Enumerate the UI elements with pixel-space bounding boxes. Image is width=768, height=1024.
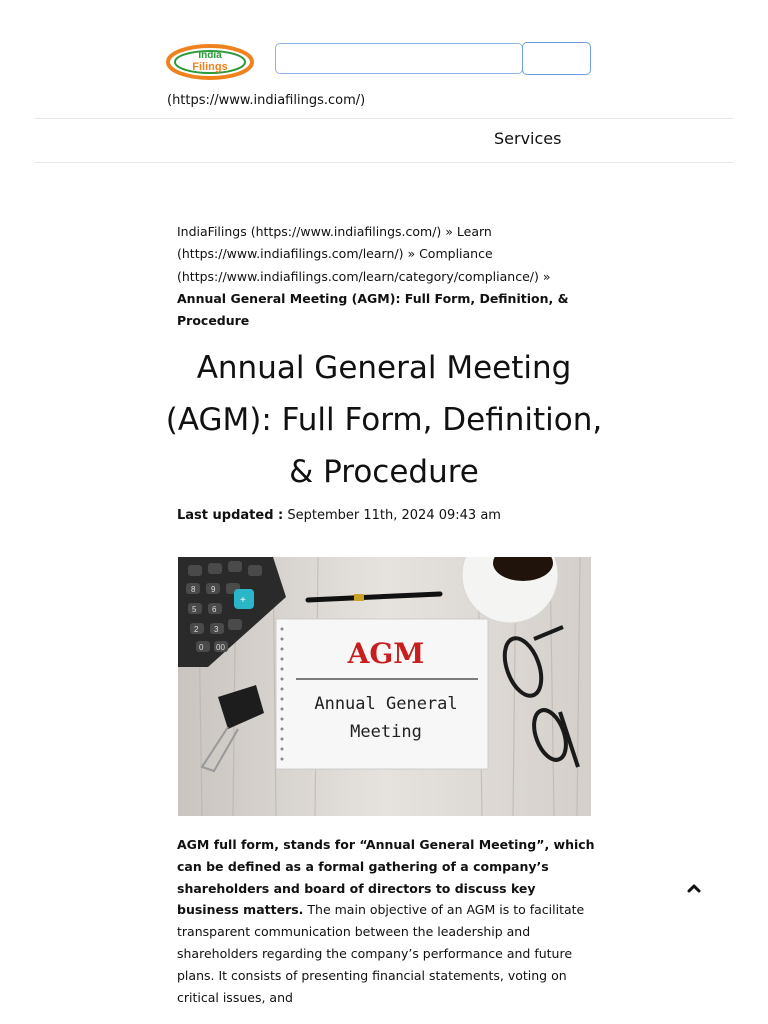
scroll-to-top-button[interactable]: [684, 878, 704, 898]
chevron-up-icon: [684, 878, 704, 898]
svg-text:8: 8: [191, 585, 196, 594]
breadcrumb-home[interactable]: IndiaFilings (https://www.indiafilings.com/): [177, 224, 442, 239]
nav-divider-top: [35, 118, 733, 119]
logo-text-filings: Filings: [192, 61, 228, 73]
breadcrumb: [177, 221, 577, 332]
last-updated-value: September 11th, 2024 09:43 am: [287, 508, 501, 523]
notepad-illustration: [276, 619, 488, 769]
breadcrumb-separator: »: [538, 268, 551, 284]
svg-text:+: +: [240, 595, 246, 606]
breadcrumb-compliance[interactable]: Compliance (https://www.indiafilings.com/learn/category/compliance/): [177, 246, 539, 284]
svg-text:00: 00: [216, 643, 225, 652]
svg-text:2: 2: [194, 625, 199, 634]
search-button[interactable]: [522, 42, 591, 75]
page-title: Annual General Meeting (AGM): Full Form, Definition, & Procedure: [165, 350, 603, 490]
svg-text:6: 6: [212, 605, 217, 614]
article-intro-rest: The main objective of an AGM is to facilitate transparent communication between the leadership and shareholders regarding the company’s performance and future plans. It consists of presenting financial statements, voting on critical issues, and: [177, 902, 585, 1005]
nav-services[interactable]: Services: [494, 129, 562, 148]
nav-divider-bottom: [35, 162, 733, 163]
agm-heading: AGM: [347, 637, 425, 670]
article-intro: [177, 834, 597, 1008]
agm-subtitle-line2: Meeting: [350, 722, 422, 742]
breadcrumb-separator: »: [403, 246, 420, 262]
last-updated: [177, 508, 501, 523]
breadcrumb-learn[interactable]: Learn (https://www.indiafilings.com/learn/): [177, 224, 492, 262]
search-input[interactable]: [275, 43, 523, 74]
last-updated-label: Last updated :: [177, 508, 284, 523]
breadcrumb-current: Annual General Meeting (AGM): Full Form, Definition, & Procedure: [177, 290, 569, 329]
logo-text-india: India: [198, 50, 222, 61]
svg-text:3: 3: [214, 625, 219, 634]
logo-mark: [166, 44, 254, 80]
breadcrumb-separator: »: [441, 224, 457, 239]
agm-hero-image: [178, 557, 591, 816]
svg-text:0: 0: [199, 643, 204, 652]
agm-subtitle-line1: Annual General: [314, 694, 458, 714]
logo-link-text[interactable]: (https://www.indiafilings.com/): [167, 93, 366, 108]
indiafilings-logo[interactable]: [166, 44, 254, 80]
svg-text:5: 5: [192, 605, 197, 614]
svg-text:9: 9: [211, 585, 216, 594]
article-intro-bold: AGM full form, stands for “Annual General Meeting”, which can be defined as a formal gathering of a company’s shareholders and board of directors to discuss key business matters.: [177, 837, 595, 918]
